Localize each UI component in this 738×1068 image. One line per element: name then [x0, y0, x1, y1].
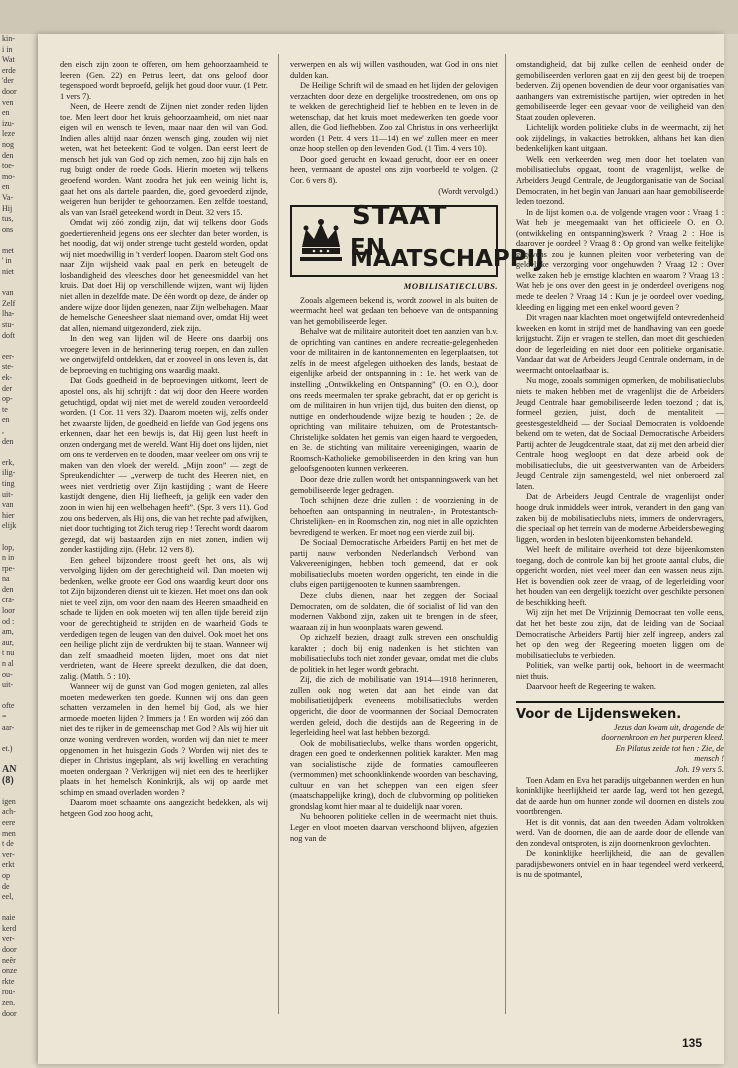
spine-fragment: ver-	[2, 934, 15, 944]
spine-fragment	[0, 733, 36, 744]
spine-fragment: door	[2, 86, 17, 96]
spine-fragment: uit-	[2, 680, 14, 690]
spine-fragment: eer-	[2, 351, 15, 361]
paragraph: Politiek, van welke partij ook, behoort in de weermacht niet thuis.	[516, 661, 724, 681]
spine-fragment: loor	[2, 606, 15, 616]
paragraph: Zij, die zich de mobilisatie van 1914—1918 herinneren, zullen ook nog weten dat aan het einde van dat mobilisatietijdperk eveneens mobilisatieclubs werden opgericht, die door de voormannen der Sociaal Democraten werden geleid, doch die destijds aan de Regeering in de legerleiding heel wat last hebben bezorgd.	[290, 675, 498, 738]
banner-title-staat: STAAT	[352, 201, 448, 232]
spine-fragment	[0, 278, 36, 289]
spine-fragment: uit-	[2, 489, 14, 499]
spine-fragment: erk,	[2, 457, 15, 467]
paragraph: Door goed gerucht en kwaad gerucht, door eer en oneer heen, vermaant de apostel ons zijn voorbeeld te volgen. (2 Cor. 6 vers 8).	[290, 154, 498, 186]
spine-fragment: tus,	[2, 214, 14, 224]
spine-fragment: met	[2, 245, 14, 255]
lijdensweken-title: Voor de Lijdensweken.	[516, 701, 724, 723]
column-1	[60, 60, 268, 1050]
spine-fragment: rkte	[2, 976, 15, 986]
spine-fragment: =	[2, 712, 7, 721]
spine-fragment	[0, 903, 36, 914]
quote-line: doornenkroon en het purperen kleed.	[601, 733, 724, 743]
section-banner	[290, 201, 544, 277]
spine-fragment: n in	[2, 553, 15, 563]
spine-fragment: ste-	[2, 362, 14, 372]
spine-fragment: hier	[2, 510, 15, 520]
spine-fragment	[0, 691, 36, 702]
paragraph: den eisch zijn zoon te offeren, om hem gehoorzaamheid te leeren (Gen. 22) en Petrus leert, dat ons geloof door tegenspoed wordt beproefd, gelijk het goud door vuur. (1 Petr. 1 vers 7).	[60, 60, 268, 101]
spine-fragment: doft	[2, 330, 15, 340]
spine-fragment: Va-	[2, 192, 14, 202]
mobilisatieclubs-article	[290, 296, 498, 844]
spine-fragment: men	[2, 828, 16, 838]
spine-fragment: Hij	[2, 203, 13, 213]
spine-fragment	[0, 235, 36, 246]
paragraph: Nu behooren politieke cellen in de weermacht niet thuis. Leger en vloot moeten daarvan verschoond blijven, afgezien nog van de	[290, 812, 498, 843]
spine-fragment	[0, 341, 36, 352]
spine-fragment: toe-	[2, 161, 15, 171]
spine-fragment: ver-	[2, 849, 15, 859]
spine-fragment: igen	[2, 796, 16, 806]
paragraph: Zooals algemeen bekend is, wordt zoowel in als buiten de weermacht heel wat gedaan ten behoeve van de ontspanning van het gemobiliseerde leger.	[290, 295, 498, 326]
spine-fragment: (8)	[2, 774, 14, 786]
spine-fragment: t de	[2, 839, 14, 849]
paragraph: Ook de mobilisatieclubs, welke thans worden opgericht, dragen een goed te onderkennen politiek karakter. Men mag van socialistische zijde de formaties camoufleeren (vermommen) met schoonklinkende woorden van beschaving, cultuur en van het scheppen van een eigen sfeer (maatschappelijke kring), doch de clubvorming op politieken grondslag komt hier maar al te duidelijk naar voren.	[290, 738, 498, 811]
spine-fragment: ,	[2, 425, 4, 435]
spine-fragment: lop,	[2, 542, 15, 552]
quote-line: mensch !	[694, 754, 724, 764]
paragraph: Nu moge, zooals sommigen opmerken, de mobilisatieclubs niets te maken hebben met de vragenlijst die de Arbeiders Jeugd Centrale haar gemobiliseerde leden toezond ; dat is, formeel gezien, juist, doch de mentaliteit — geestesgesteldheid — der Sociaal Democraten is voldoende bekend om te weten, dat de Sociaal Democratische Arbeiders Partij achter de Jeugdcentrale staat, dat zij met den arbeid dier Centrale hoog wegloopt en dat deze arbeid ook de mobilisatieclubs, die uit geestverwanten van de Arbeiders Jeugd Centrale zijn samengesteld, wel niet onberoerd zal laten.	[516, 376, 724, 491]
spine-fragment: kerd	[2, 923, 17, 933]
column-2	[290, 60, 544, 1050]
spine-fragment: nog	[2, 139, 14, 149]
paragraph: De koninklijke heerlijkheid, die aan de gevallen paradijsbewoners ontviel en in haar tegendeel werd verkeerd, is nu de spotmantel,	[516, 849, 724, 880]
paragraph: Dat de Arbeiders Jeugd Centrale de vragenlijst onder hooge druk inmiddels weer introk, verandert in den gang van zaken bij de mobilisatieclubs niets, immers de ondervragers, die speciaal op het terrein van de moderne Arbeidersbeweging liggen, worden in besloten bijeenkomsten behandeld.	[516, 492, 724, 544]
paragraph: Neen, de Heere zendt de Zijnen niet zonder reden lijden toe. Men leert door het kruis gehoorzaamheid, om niet naar eigen wil en wensch te leven, maar naar den wil van God. Indien alles altijd naar ónzen wensch ging, zouden wij niet weten, wat het beteekent: God te volgen. Dan eerst leert de mensch het juk van God op zich nemen, zoo hij zijn hals en rug buigt onder de roede Gods. Hierin moeten wij telkens geoefend worden. Want zoodra het juk een weinig licht is, gaat het ons als dartele paarden, die, goed gevoederd zijnde, weigeren hun berijder te gehoorzamen. Een zelfde toestand, als van van Israël geteekend wordt in Deut. 32 vers 15.	[60, 102, 268, 217]
spine-fragment: door	[2, 1008, 17, 1018]
paragraph: Dat Gods goedheid in de beproevingen uitkomt, leert de apostel ons, als hij schrijft : dat wij door den Heere worden getuchtigd, opdat wij niet met de wereld zouden veroordeeld worden. (1 Cor. 11 vers 32). Daarom moeten wij, zelfs onder het zwaarste lijden, de goedheid en liefde van God jegens ons erkennen, daar het een bewijs is, dat Hij geen lust heeft in onzen ondergang met de wereld. Want Hij doet ons lijden, niet om ons te verderven en te dooden, maar veeleer om ons vrij te maken van den vloek der wereld. „Mijn zoon” — zegt de Spreukendichter — „verwerp de tucht des Heeren niet, en wees niet verdrietig over Zijn kastijding ; want de Heere kastijdt dengene, dien Hij liefheeft, ja gelijk een vader den zoon in wien hij een welbehagen heeft”. (Spr. 3 vers 11). God zou ons bederven, als Hij ons, die van het rechte pad afwijken, niet door tuchtiging tot Zich terug riep ! Terecht wordt daarom gezegd, dat wij bastaarden zijn en niet zonen, indien wij zonder kastijding zijn. (Hebr. 12 vers 8).	[60, 376, 268, 555]
spine-fragment: 'der	[2, 76, 14, 86]
paragraph: Wij zijn het met De Vrijzinnig Democraat ten volle eens, dat het het beste zou zijn, dat de leiding van de Sociaal Democratische Arbeiders Partij hier zelf ingreep, anders zal het op den weg der Regeering moeten liggen om de mobilisatieclubs te verbieden.	[516, 608, 724, 660]
spine-fragment: na	[2, 574, 10, 584]
spine-fragment: eere	[2, 817, 16, 827]
paragraph: Omdat wij zóó zondig zijn, dat wij telkens door Gods goedertierenheid jegens ons eer slechter dan beter worden, is het noodig, dat wij onder strenge tucht gesteld worden, opdat wij niet moedwillig in 't verderf loopen. Daarom stelt God ons naar Zijn wijsheid vaak paal en perk en beteugelt de losbandigheid des vleesches door het geneesmiddel van het kruis. Dat doet Hij op verschillende wijzen, want wij lijden niet allen in dezelfde mate. De één wordt op deze, de ánder op andere wijze door lijden genezen, naar Zijn welbehagen. Maar de hemelsche Geneesheer slaat niemand over, omdat Hij weet dat allen, niemand uitgezonderd, ziek zijn.	[60, 218, 268, 333]
spine-fragment: od :	[2, 616, 15, 626]
section-heading: MOBILISATIECLUBS.	[403, 281, 498, 292]
lijdensweken-article	[516, 776, 724, 881]
spine-fragment: AN	[2, 763, 17, 775]
paragraph: Daarvoor heeft de Regeering te waken.	[526, 682, 656, 692]
spine-fragment: op	[2, 870, 10, 880]
spine-fragment: Zelf	[2, 298, 16, 308]
spine-fragment: ' in	[2, 256, 12, 266]
spine-fragment: ou-	[2, 669, 13, 679]
spine-fragment: i in	[2, 44, 13, 54]
spine-fragment: stu-	[2, 320, 14, 330]
spine-fragment: op-	[2, 394, 13, 404]
spine-fragment: lha-	[2, 309, 15, 319]
paragraph: Op zichzelf bezien, draagt zulk streven een onschuldig karakter ; doch bij enig nadenken is het stichten van mobilisatieclubs toch niet zonder gevaar, omdat met die clubs de politiek in het leger wordt gebracht.	[290, 633, 498, 674]
crown-icon	[298, 217, 344, 265]
paragraph: In den weg van lijden wil de Heere ons daarbij ons vroegere leven in de herinnering terug roepen, en dan zullen we ongetwijfeld ontdekken, dat er zooveel in ons leven is, dat de beproeving en tuchtiging ons waardig maakt.	[60, 334, 268, 375]
spine-fragment: erde	[2, 65, 16, 75]
spine-fragment: en	[2, 182, 10, 192]
spine-fragment: ting	[2, 478, 15, 488]
paragraph: Lichtelijk worden politieke clubs in de weermacht, zij het ook zijdelings, in vakacties betrokken, althans het kan dien bedenkelijken kant uitgaan.	[516, 123, 724, 154]
spine-fragment: t nu	[2, 648, 15, 658]
paragraph: Welk een verkeerden weg men door het toelaten van mobilisatieclubs opgaat, toont de vragenlijst, welke de Arbeiders Jeugd Centrale, de Jeugdorganisatie van de Sociaal Democraten, in het begin van Januari aan haar gemobiliseerde leden toezond.	[516, 154, 724, 207]
paragraph: Wanneer wij de gunst van God mogen genieten, zal alles moeten medewerken ten goede. Kunnen wij ons dan geen schatten verzamelen in den hemel bij God, als we hier armoede moeten lijden ? Immers ja ! En worden wij zóó dan niet des te rijker in de gemeenschap met God ? Als wij hier uit onze woning verdreven worden, worden wij dan niet te meer opgenomen in het huisgezin Gods ? Worden wij niet des te dieper in Christus ingeplant, als wij kwelling en verachting moeten ondergaan ? Verkrijgen wij niet een des te heerlijker plaats in het hemelsch Koninkrijk, als wij op aarde met schimp en smaad overladen worden ?	[60, 682, 268, 797]
top-shadow	[0, 0, 738, 34]
spine-fragment: Wat	[2, 55, 15, 65]
paragraph: Behalve wat de militaire autoriteit doet ten aanzien van b.v. de oprichting van cantines en andere recreatie-gelegenheden voor de militairen in de kantonnementen en legerplaatsen, tot zelfs in de meest afgelegen uithoeken des lands, bestaat de eigenlijke arbeid der ontspanning in : 1e. het werk van de instelling „Ontwikkeling en Ontspanning” (O. en O.), door ons reeds meermalen ter sprake gebracht, dat er op gericht is om de militairen in hun vrijen tijd, dus buiten den dienst, op nuttige en onderhoudende wijze bezig te houden ; 2e. de oprichting van militaire tehuizen, om de Protestantsch-Christelijke soldaten het gemis van eigen haard te vergoeden, en 3e. de stichting van militaire vereenigingen, waarin de Roomsch-Katholieke gemobiliseerden in den kring van hun geloofsgenooten kunnen verkeeren.	[290, 327, 498, 474]
paragraph: Daarom moet schaamte ons aangezicht bedekken, als wij hetgeen God zoo hoog acht,	[60, 798, 268, 818]
spine-fragment: rpe-	[2, 563, 15, 573]
spine-fragment: neêr	[2, 955, 16, 965]
spine-fragment: niet	[2, 267, 14, 277]
spine-fragment: den	[2, 436, 14, 446]
quote-line: Jezus dan kwam uit, dragende de	[613, 722, 724, 732]
spine-fragment: rou-	[2, 987, 16, 997]
spine-fragment: onze	[2, 966, 18, 976]
article-continuation	[290, 60, 498, 187]
paragraph: Toen Adam en Eva het paradijs uitgebannen werden en hun koninklijke heerlijkheid ter aarde lag, werd tot hen gezegd, dat de aarde hun om hunner zonde wil doornen en distels zou voortbrengen.	[516, 775, 724, 817]
spine-fragment: ilig-	[2, 468, 16, 478]
spine-fragment: n al	[2, 659, 14, 669]
paragraph: verwerpen en als wij willen vasthouden, wat God in ons niet dulden kan.	[290, 60, 498, 80]
paragraph: De Heilige Schrift wil de smaad en het lijden der gelovigen verzachten door deze en dergelijke troostredenen, om ons op te wekken de gerechtigheid lief te hebben en te leven in de wetenschap, dat het kruis moet medewerken ten goede voor allen, die God liefhebben. Zoo zal Christus in ons verheerlijkt worden (1 Petr. 4 vers 11—14) en we' zullen meer en meer onze hoop stellen op den levenden God. (1 Tim. 4 vers 10).	[290, 81, 498, 154]
spine-fragment	[0, 447, 36, 458]
spine-fragment: aar-	[2, 722, 15, 732]
paragraph: Toch schijnen deze drie zullen : de voorziening in de behoeften aan ontspanning in neutralen-, in Protestantsch-Christelijken- en in Roomschen zin, nog niet in alle opzichten bevredigend te werken. Er moet nog een vierde zuil bij.	[290, 496, 498, 537]
column-rule	[505, 54, 506, 1014]
spine-fragment: erkt	[2, 860, 15, 870]
spine-fragment: der	[2, 383, 13, 393]
spine-fragment: et.)	[2, 743, 13, 753]
spine-fragment: en	[2, 108, 10, 118]
paragraph: Deze clubs dienen, naar het zeggen der Sociaal Democraten, om de soldaten, die óf socialist of lid van den modernen Vakbond zijn, zaken uit te brengen in de sfeer, waaraan zij in hun woonplaats waren gewend.	[290, 590, 498, 632]
spine-fragment: ons	[2, 224, 14, 234]
spine-fragment: mo-	[2, 171, 15, 181]
spine-fragment: van	[2, 288, 14, 298]
page-number: 135	[681, 1036, 702, 1050]
paragraph: Het is dit vonnis, dat aan den tweeden Adam voltrokken werd. Van de doornen, die aan de aarde door de ellende van den zondeval ontsproten, is zijn doornenkroon gevlochten.	[516, 817, 724, 848]
spine-fragment: naie	[2, 913, 16, 923]
spine-fragment: den	[2, 150, 14, 160]
spine-fragment: te	[2, 404, 8, 414]
spine-fragment: ach-	[2, 807, 16, 817]
spine-fragment: den	[2, 584, 14, 594]
spine-fragment: zen.	[2, 998, 16, 1008]
paragraph: Een geheel bijzondere troost geeft het ons, als wij vervolging lijden om der gerechtigheid wil. Dan moeten wij bedenken, welke groote eer God ons waardig keurt door ons tot Zijn bijzonderen dienst uit te kiezen. Het moet ons dan ook niet te veel zijn, om voor den naam des Heeren smaadheid en schade te lijden en ook moeten wij ten allen tijde bereid zijn voor de gerechtigheid te strijden en de waarheid Gods te verdedigen tegen de leugen van den duivel. Ook moet het ons een heilige plicht zijn de verdrukten bij te staan. Wanneer wij dan zelf smaadheid moeten lijden, moet ons dat niet verdrieten, want de Heere spreekt dezulken, die dat doen, zalig. (Matth. 5 : 10).	[60, 555, 268, 681]
spine-fragment: elijk	[2, 521, 17, 531]
spine-fragment: izu-	[2, 118, 15, 128]
article-continuation	[516, 60, 724, 693]
spine-fragment: ek-	[2, 373, 13, 382]
column-3	[516, 60, 724, 1050]
spine-fragment: eel,	[2, 892, 14, 902]
paragraph: omstandigheid, dat bij zulke cellen de eenheid onder de gemobiliseerden verloren gaat en zij den geest bij de troepen bederven. Zij openen bovendien de deur voor organisaties van aanhangers van extremistische partijen, wier optreden in het gemobiliseerde leger een gevaar voor de veiligheid van den Staat zouden opleveren.	[516, 60, 724, 122]
spine-fragment: kin-	[2, 34, 15, 43]
paragraph: Wel heeft de militaire overheid tot deze bijeenkomsten toegang, doch de controle kan bij het groote aantal clubs, die opgericht worden, niet veel meer dan een wassen neus zijn. Het is bovendien ook zeer de vraag, of de legerleiding voor het houden van een dergelijk toezicht over geschikte personen de beschikking heeft.	[516, 545, 724, 607]
spine-fragment: en	[2, 415, 10, 425]
spine-fragment: aur,	[2, 637, 14, 647]
quote-line: En Pilatus zeide tot hen : Zie, de	[615, 743, 724, 753]
paragraph: Door deze drie zullen wordt het ontspanningswerk van het gemobiliseerde leger gedragen.	[290, 474, 498, 495]
scripture-quote	[516, 723, 724, 776]
spine-fragment: van	[2, 500, 14, 510]
paragraph: Dit vragen naar klachten moet ongetwijfeld ontevredenheid kweeken en komt in strijd met de handhaving van een goede krijgstucht. Zijn er vragen te stellen, dan moet dit geschieden door de legerleiding en niet door een politieke organisatie. Vandaar dat wat de Arbeiders Jeugd Centrale ondernam, in de weermacht ontoelaatbaar is.	[516, 313, 724, 375]
adjacent-page-fragment	[0, 34, 36, 1068]
paragraph: De Sociaal Democratische Arbeiders Partij en het met de partij nauw verbonden Nederlandsch Verbond van Vakvereenigingen, hebben toch gemeend, dat er ook mobilisatieclubs moeten worden opgericht, ten einde in die clubs eigen partijgenooten te kunnen saambrengen.	[290, 538, 498, 590]
spine-fragment: cra-	[2, 595, 15, 605]
magazine-page	[38, 34, 724, 1064]
to-be-continued: (Wordt vervolgd.)	[438, 186, 498, 196]
banner-title-maatschappij: EN MAATSCHAPPIJ	[350, 235, 544, 272]
spine-fragment: ven	[2, 97, 14, 107]
spine-fragment: door	[2, 945, 17, 955]
spine-fragment: leze	[2, 129, 15, 139]
spine-fragment: am,	[2, 627, 14, 637]
column-rule	[278, 54, 279, 1014]
spine-fragment: de	[2, 881, 10, 891]
spine-fragment	[0, 532, 36, 543]
paragraph: In de lijst komen o.a. de volgende vragen voor : Vraag 1 : Wat heb je meegemaakt van het officieele O. en O. (ontwikkeling en ontspanning)swerk ? Vraag 2 : Hoe is daarover je oordeel ? Vraag 8 : Op grond van welke feitelijke gegevens zou je kunnen pleiten voor verbetering van de geldelijke verzorging voor ongehuwden ? Vraag 12 : Over welke zaken heb je ernstige klachten en waarom ? Vraag 13 : Wat heb je ons over den geest in je onderdeel overigens nog mede te deelen ? Vraag 14 : Kun je je oordeel over voeding, kleeding en ligging met een enkel woord geven ?	[516, 207, 724, 312]
spine-fragment	[0, 786, 36, 797]
spine-fragment: ofte	[2, 701, 15, 711]
quote-line: Joh. 19 vers 5.	[675, 765, 724, 774]
